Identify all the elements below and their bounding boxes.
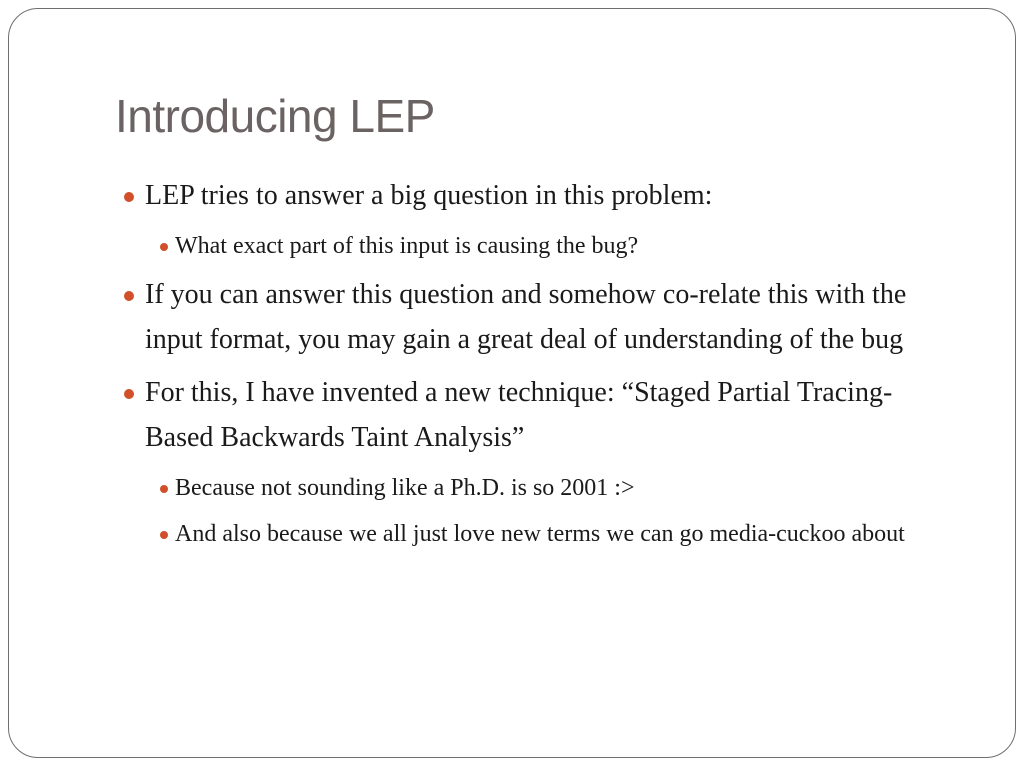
bullet-text: What exact part of this input is causing the bug? — [175, 233, 639, 259]
bullet-text: And also because we all just love new terms we can go media-cuckoo about — [175, 521, 905, 547]
bullet-item-3 — [115, 370, 955, 460]
sub-bullet-item-3 — [115, 514, 955, 554]
bullet-text: LEP tries to answer a big question in this problem: — [145, 180, 713, 211]
bullet-dot-icon — [160, 531, 168, 539]
sub-bullet-item-1 — [115, 226, 955, 266]
bullet-list — [115, 173, 955, 560]
bullet-text: Because not sounding like a Ph.D. is so 2001 :> — [175, 475, 635, 501]
bullet-item-1 — [115, 173, 955, 218]
slide — [8, 8, 1016, 758]
bullet-dot-icon — [124, 291, 134, 301]
bullet-dot-icon — [124, 192, 134, 202]
bullet-text: For this, I have invented a new technique: “Staged Partial Tracing-Based Backwards Taint Analysis” — [145, 377, 893, 453]
bullet-dot-icon — [160, 485, 168, 493]
bullet-text: If you can answer this question and somehow co-relate this with the input format, you may gain a great deal of understanding of the bug — [145, 279, 907, 355]
bullet-item-2 — [115, 272, 955, 362]
bullet-dot-icon — [124, 389, 134, 399]
sub-bullet-item-2 — [115, 468, 955, 508]
bullet-dot-icon — [160, 243, 168, 251]
slide-title: Introducing LEP — [115, 90, 435, 142]
